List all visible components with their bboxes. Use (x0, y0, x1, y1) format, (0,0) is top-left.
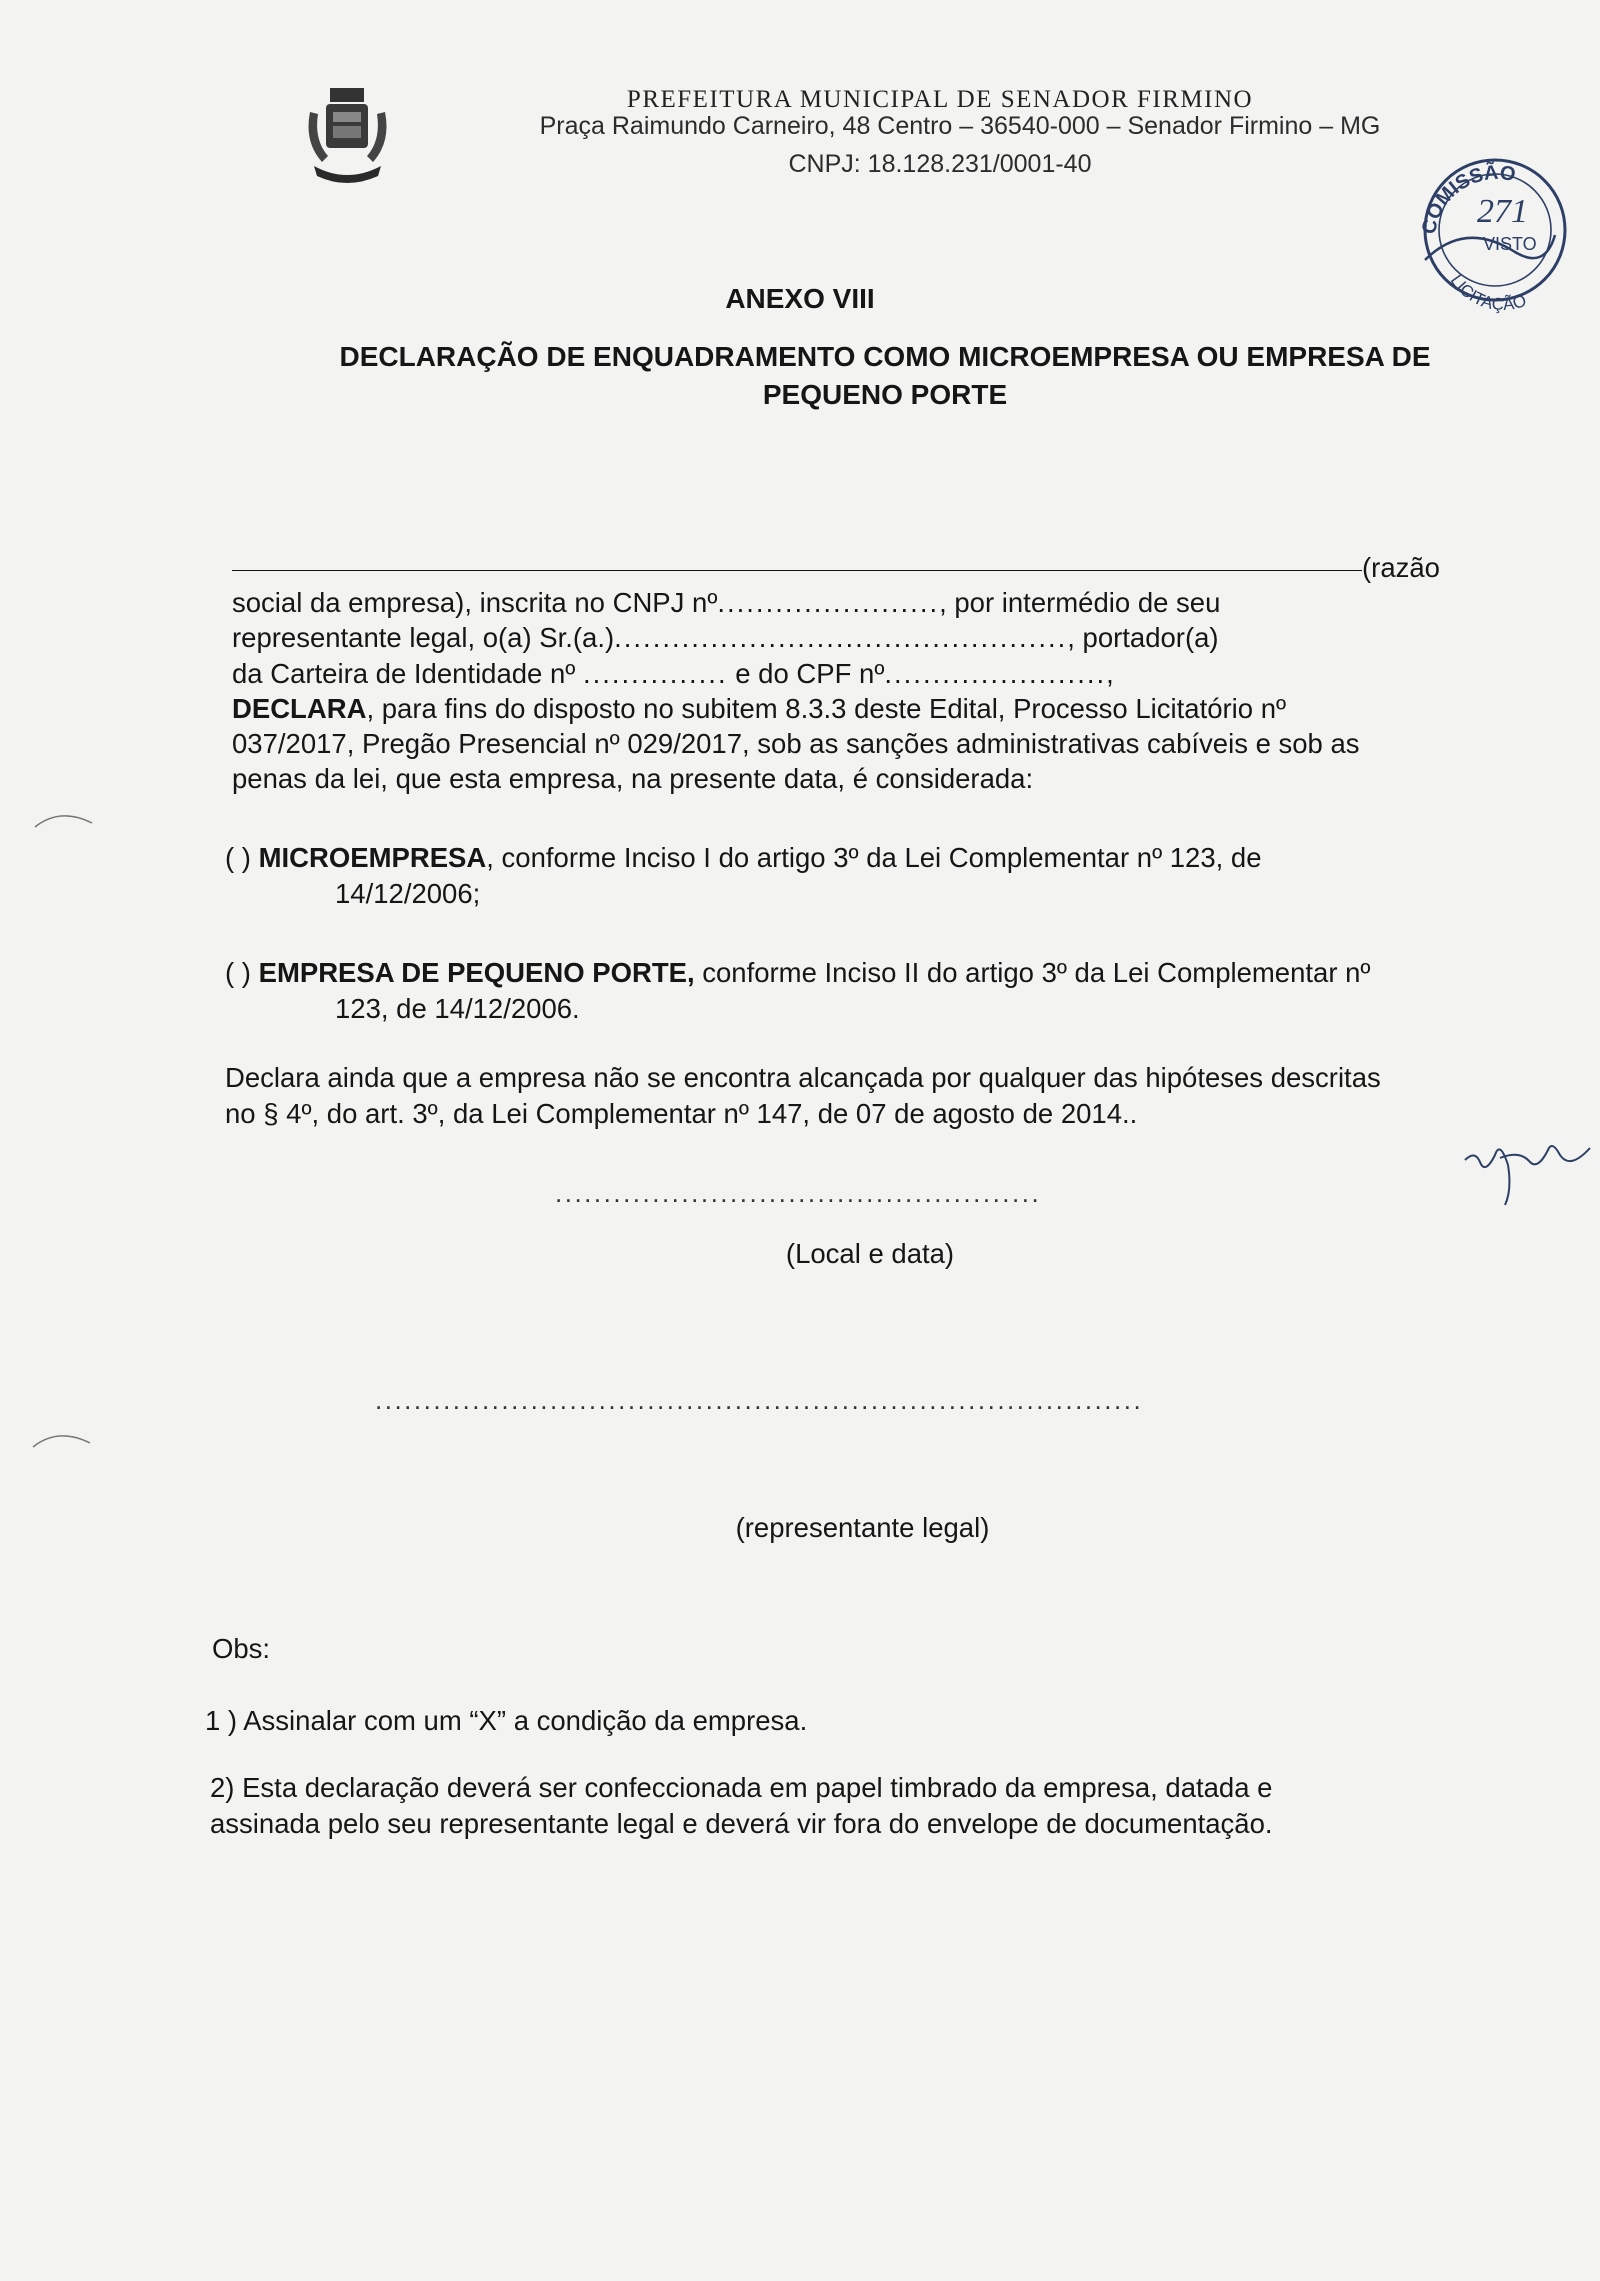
stamp-middle-text: VISTO (1483, 234, 1537, 254)
header-institution: PREFEITURA MUNICIPAL DE SENADOR FIRMINO (626, 86, 1254, 113)
representative-label: (representante legal) (735, 1512, 990, 1543)
line-penalties: penas da lei, que esta empresa, na presente data, é considerada: (232, 763, 1034, 795)
obs-note-1: 1 ) Assinalar com um “X” a condição da empresa. (205, 1705, 808, 1736)
signature-line: ............................................................................... (375, 1385, 1144, 1415)
declaration-title-line2: PEQUENO PORTE (762, 378, 1008, 410)
margin-mark (30, 805, 100, 835)
cnpj-blank: ....................... (717, 587, 940, 619)
stamp-top-text: COMISSÃO (1417, 161, 1518, 237)
line-representative: representante legal, o(a) Sr.(a.)..............................................., portador(a) (232, 622, 1219, 654)
header-address: Praça Raimundo Carneiro, 48 Centro – 36540-000 – Senador Firmino – MG (539, 112, 1381, 140)
stamp-number: 271 (1477, 193, 1528, 230)
declaration-paragraph (232, 550, 1532, 796)
epp-checkbox[interactable]: ( ) (225, 957, 251, 988)
stamp-bottom-text: LICITAÇÃO (1446, 271, 1529, 315)
line-identity: da Carteira de Identidade nº ............... e do CPF nº......................., (232, 657, 1116, 689)
cpf-blank: ......................., (884, 657, 1116, 689)
margin-mark (28, 1425, 98, 1455)
identity-blank: ............... (582, 657, 728, 689)
obs-title: Obs: (212, 1633, 271, 1664)
representative-blank: ............................................... (614, 622, 1068, 654)
line-cnpj: social da empresa), inscrita no CNPJ nº......................., por intermédio de seu (232, 587, 1221, 619)
header-cnpj: CNPJ: 18.128.231/0001-40 (788, 150, 1092, 178)
closing-paragraph: Declara ainda que a empresa não se encontra alcançada por qualquer das hipóteses descritas no § 4º, do art. 3º, da Lei Complementar nº 147, de 07 de agosto de 2014.. (225, 1062, 1381, 1129)
declaration-title-line1: DECLARAÇÃO DE ENQUADRAMENTO COMO MICROEMPRESA OU EMPRESA DE (339, 341, 1431, 372)
line-declara: DECLARA, para fins do disposto no subitem 8.3.3 deste Edital, Processo Licitatório nº (232, 692, 1287, 724)
local-date-line: .................................................. (555, 1178, 1042, 1208)
local-date-label: (Local e data) (785, 1238, 955, 1269)
declaration-title (270, 338, 1500, 414)
initials-signature (1460, 1120, 1600, 1210)
line-process: 037/2017, Pregão Presencial nº 029/2017, sob as sanções administrativas cabíveis e sob as (232, 727, 1360, 759)
obs-note-2: 2) Esta declaração deverá ser confeccionada em papel timbrado da empresa, datada e assinada pelo seu representante legal e deverá vir fora do envelope de documentação. (210, 1772, 1273, 1840)
option-epp: ( ) EMPRESA DE PEQUENO PORTE, conforme Inciso II do artigo 3º da Lei Complementar nº 123, de 14/12/2006. (225, 957, 1371, 1025)
microempresa-checkbox[interactable]: ( ) (225, 842, 251, 873)
option-microempresa: ( ) MICROEMPRESA, conforme Inciso I do artigo 3º da Lei Complementar nº 123, de 14/12/2006; (225, 842, 1262, 910)
line-razao: (razão (1362, 552, 1440, 583)
annex-title: ANEXO VIII (725, 283, 875, 314)
municipal-crest-icon (300, 82, 395, 192)
